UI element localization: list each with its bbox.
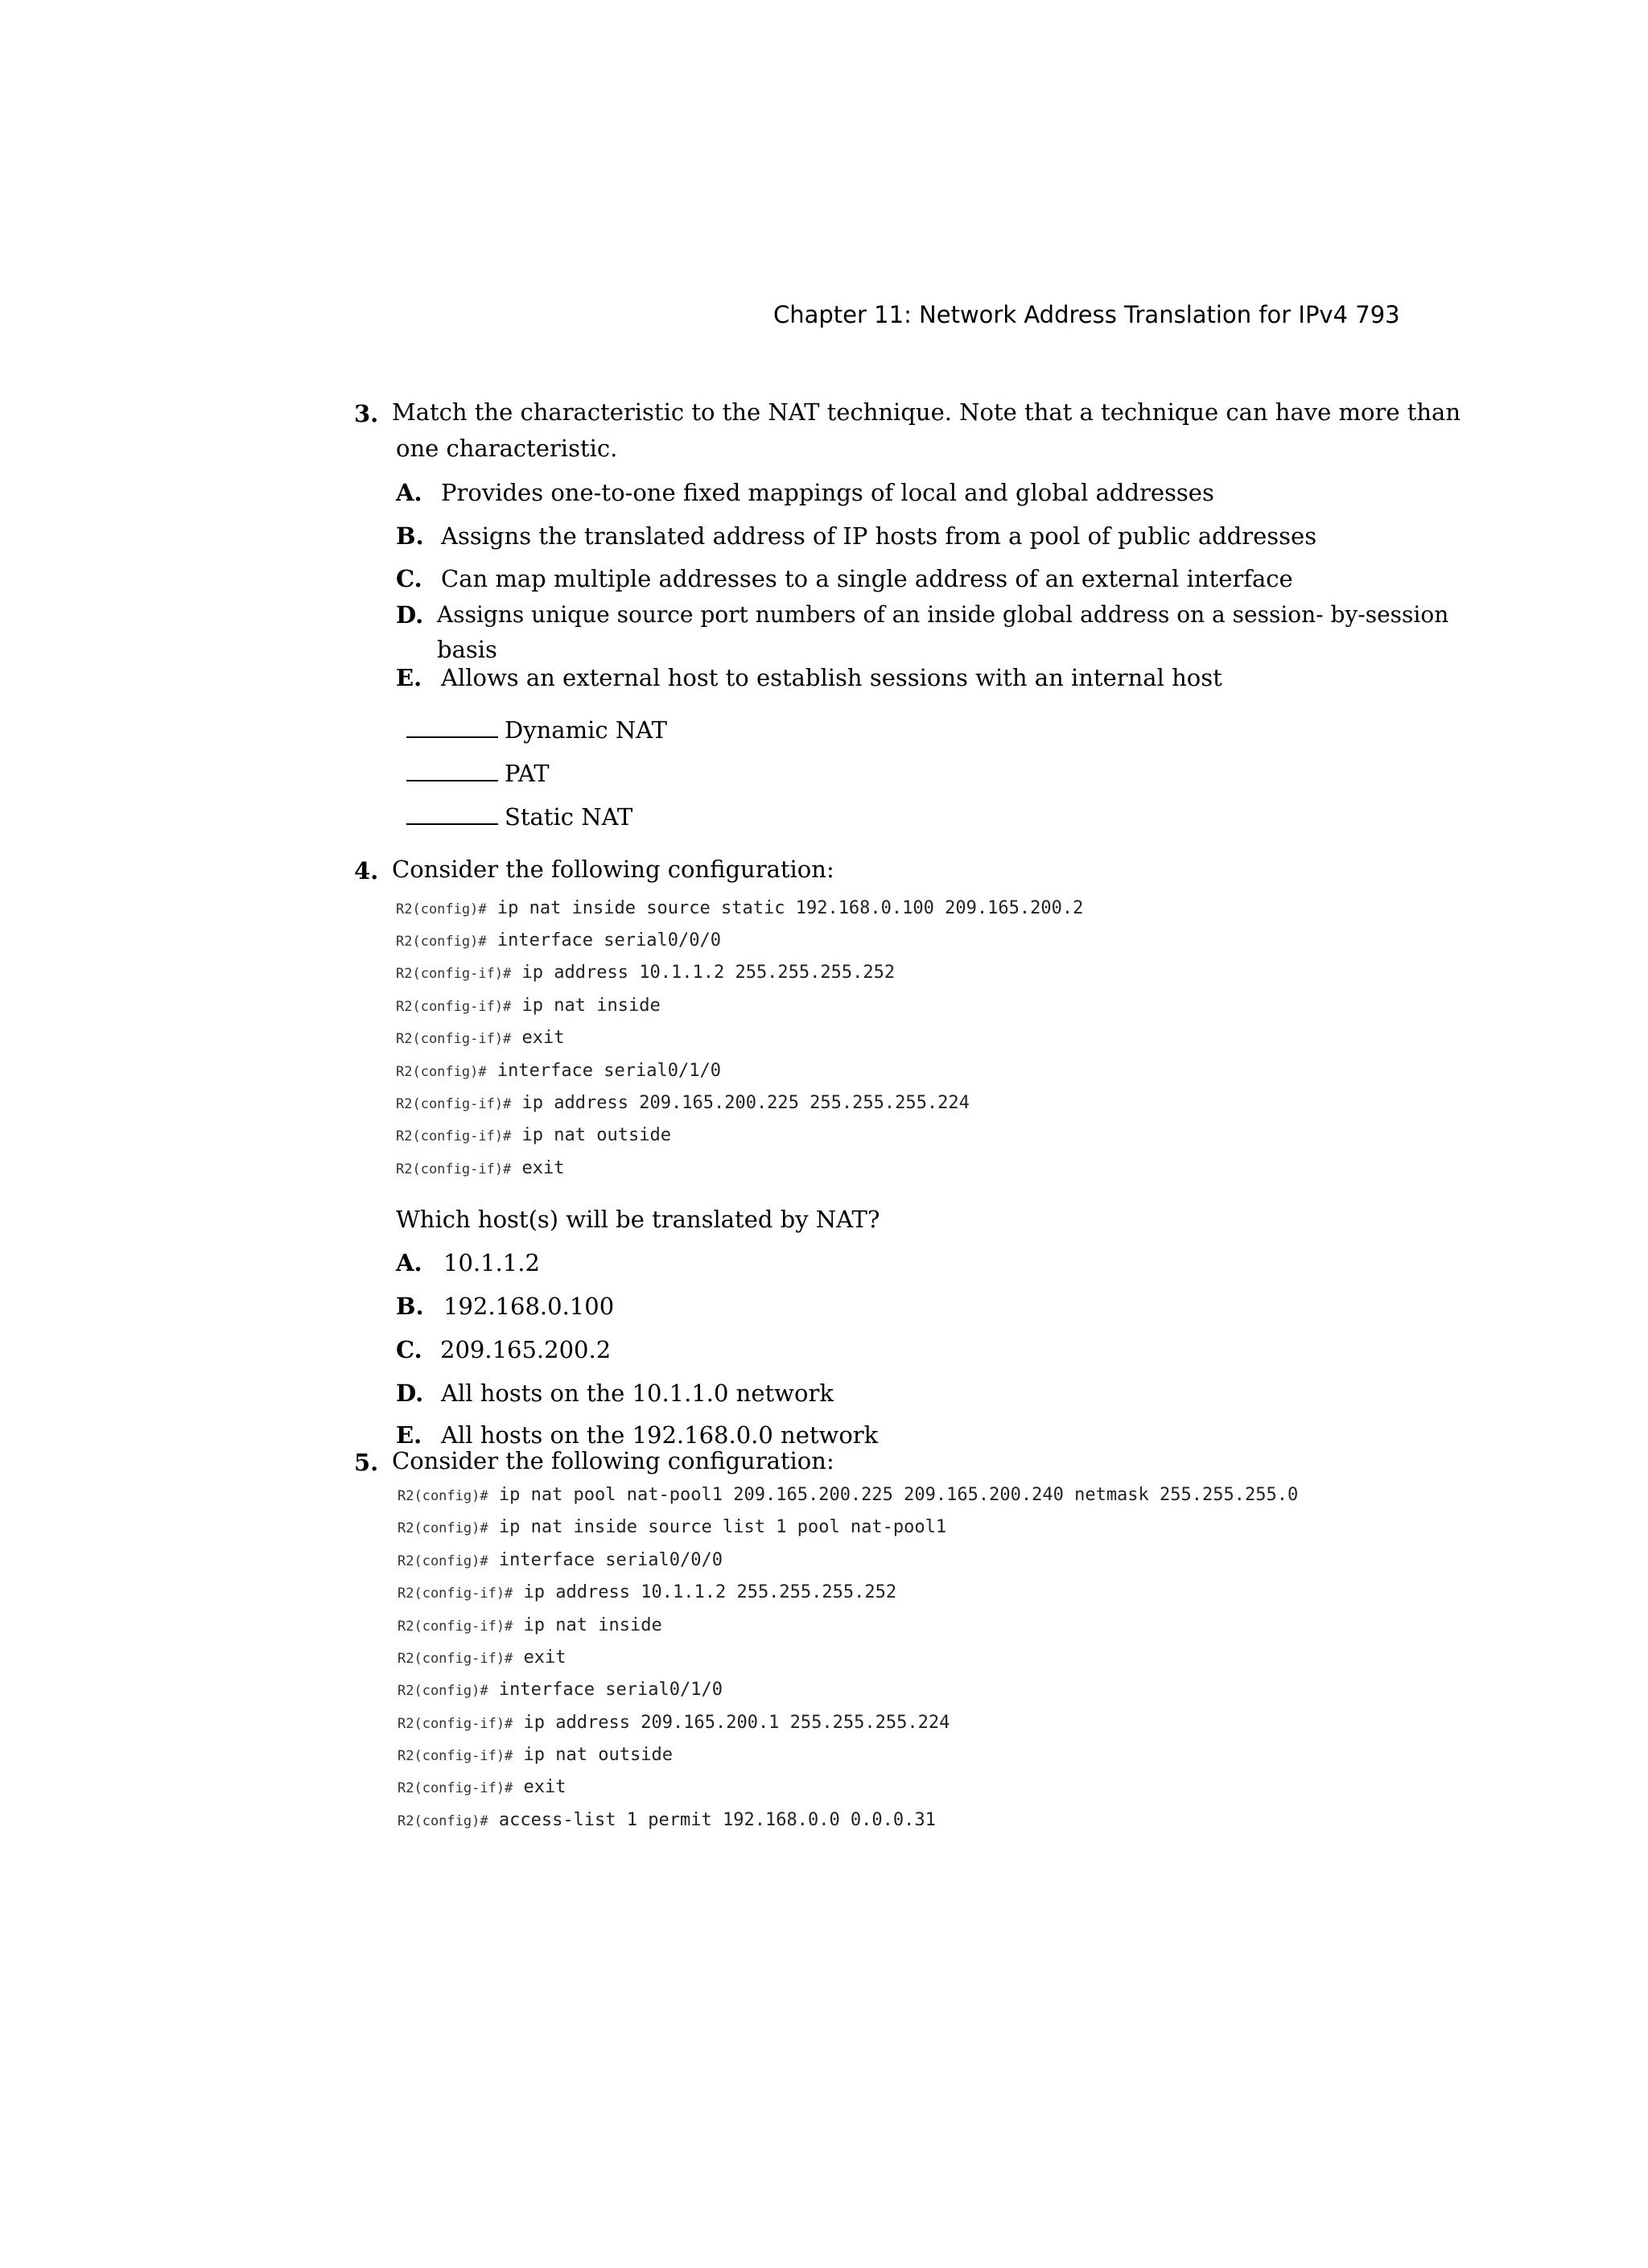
blank-static-nat [406, 803, 632, 831]
config-line: R2(config-if)# exit [396, 1028, 565, 1048]
option-text-continued: basis [437, 636, 497, 663]
config-line: R2(config-if)# ip address 209.165.200.1 255.255.255.224 [398, 1713, 950, 1733]
option-text: 10.1.1.2 [443, 1249, 540, 1276]
config-line: R2(config)# interface serial0/1/0 [396, 1061, 721, 1081]
config-line: R2(config-if)# exit [396, 1158, 565, 1178]
question-number: 3. [354, 400, 379, 427]
option-letter: E. [396, 1421, 422, 1449]
config-line: R2(config-if)# ip nat inside [398, 1615, 662, 1635]
option-text: All hosts on the 192.168.0.0 network [441, 1421, 879, 1449]
config-line: R2(config)# ip nat pool nat-pool1 209.165.200.225 209.165.200.240 netmask 255.255.255.0 [398, 1485, 1299, 1505]
config-line: R2(config)# interface serial0/1/0 [398, 1680, 723, 1700]
option-text: Assigns the translated address of IP hosts from a pool of public addresses [441, 522, 1317, 550]
option-text: 192.168.0.100 [443, 1293, 615, 1320]
question-number: 5. [354, 1449, 379, 1476]
option-letter: C. [396, 1336, 422, 1363]
config-line: R2(config-if)# ip nat outside [396, 1125, 671, 1145]
question-text: Consider the following configuration: [392, 856, 834, 883]
option-text: All hosts on the 10.1.1.0 network [441, 1379, 834, 1407]
blank-dynamic-nat [406, 716, 667, 744]
config-line: R2(config-if)# exit [398, 1647, 566, 1668]
config-line: R2(config-if)# ip address 10.1.1.2 255.255.255.252 [398, 1582, 897, 1602]
question-text: Consider the following configuration: [392, 1447, 834, 1474]
option-text: Assigns unique source port numbers of an inside global address on a session- by-session [437, 601, 1449, 628]
sub-question: Which host(s) will be translated by NAT? [396, 1206, 880, 1233]
config-line: R2(config-if)# ip nat inside [396, 996, 661, 1016]
config-line: R2(config-if)# ip address 209.165.200.225 255.255.255.224 [396, 1093, 970, 1113]
answer-blank [406, 822, 498, 825]
config-line: R2(config)# ip nat inside source list 1 pool nat-pool1 [398, 1517, 947, 1537]
option-text: Allows an external host to establish sessions with an internal host [441, 664, 1222, 691]
option-letter: A. [396, 479, 422, 506]
option-letter: D. [396, 601, 424, 629]
blank-label: PAT [505, 760, 550, 787]
blank-label: Static NAT [505, 803, 633, 831]
blank-label: Dynamic NAT [505, 716, 667, 744]
option-letter: C. [396, 565, 422, 592]
option-text: Provides one-to-one fixed mappings of local and global addresses [441, 479, 1214, 506]
option-letter: D. [396, 1379, 424, 1407]
config-line: R2(config)# interface serial0/0/0 [398, 1550, 723, 1570]
config-line: R2(config-if)# exit [398, 1777, 566, 1797]
option-letter: B. [396, 1293, 424, 1320]
page-header: Chapter 11: Network Address Translation for IPv4 793 [773, 301, 1400, 328]
option-letter: E. [396, 664, 422, 691]
option-letter: A. [396, 1249, 422, 1276]
question-number: 4. [354, 857, 379, 885]
question-text: Match the characteristic to the NAT technique. Note that a technique can have more than [392, 398, 1461, 426]
config-line: R2(config-if)# ip nat outside [398, 1745, 673, 1765]
question-text: one characteristic. [396, 435, 618, 462]
option-text: 209.165.200.2 [440, 1336, 612, 1363]
config-line: R2(config)# interface serial0/0/0 [396, 930, 721, 950]
answer-blank [406, 735, 498, 738]
option-letter: B. [396, 522, 424, 550]
blank-pat [406, 760, 550, 787]
option-text: Can map multiple addresses to a single address of an external interface [441, 565, 1293, 592]
config-line: R2(config)# access-list 1 permit 192.168.0.0 0.0.0.31 [398, 1810, 936, 1830]
config-line: R2(config)# ip nat inside source static 192.168.0.100 209.165.200.2 [396, 898, 1084, 918]
config-line: R2(config-if)# ip address 10.1.1.2 255.255.255.252 [396, 963, 896, 983]
answer-blank [406, 778, 498, 781]
